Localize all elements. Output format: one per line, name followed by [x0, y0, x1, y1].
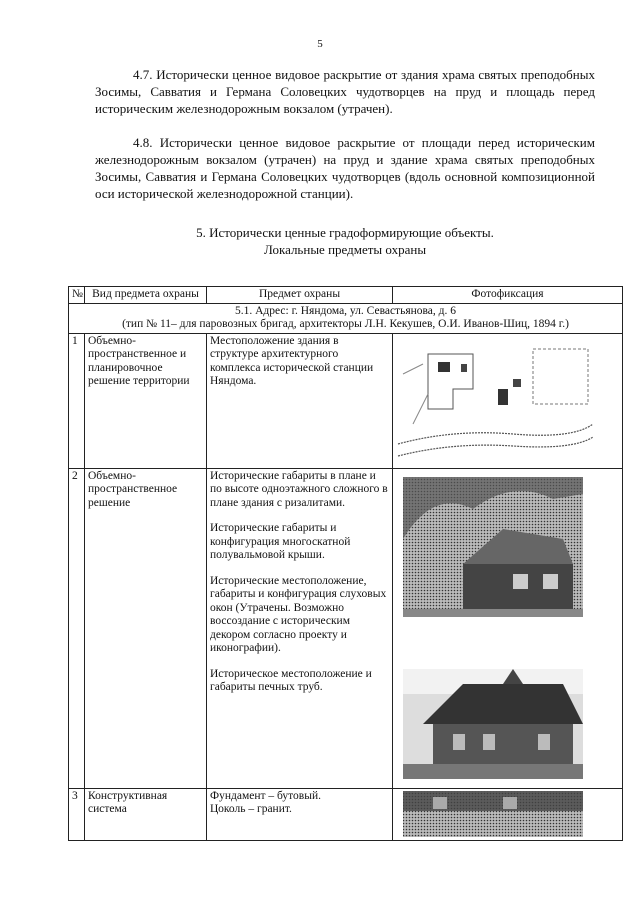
row-type: Объемно-пространственное и планировочное решение территории	[85, 333, 207, 468]
protection-table	[68, 286, 623, 841]
photo-cell	[393, 333, 623, 468]
section-heading-line1: 5. Исторически ценные градоформирующие объекты.	[196, 225, 494, 240]
address-line1: 5.1. Адрес: г. Няндома, ул. Севастьянова, д. 6	[234, 304, 457, 317]
address-line2: (тип № 11– для паровозных бригад, архитекторы Л.Н. Кекушев, О.И. Иванов-Шиц, 1894 г.)	[122, 318, 569, 330]
row-subject	[207, 333, 393, 468]
address-cell	[69, 303, 623, 333]
subject-text: Местоположение здания в структуре архитектурного комплекса исторической станции Няндома.	[210, 334, 374, 387]
row-num: 2	[69, 468, 85, 788]
address-row	[69, 303, 623, 333]
row-num: 3	[69, 788, 85, 840]
photo-cell	[393, 788, 623, 840]
row-num: 1	[69, 333, 85, 468]
header-subject: Предмет охраны	[207, 287, 393, 304]
foundation-photo	[393, 789, 593, 839]
subject-text: Исторические габариты и конфигурация многоскатной полувальмовой крыши.	[210, 522, 351, 561]
paragraph-4-7: 4.7. Исторически ценное видовое раскрытие от здания храма святых преподобных Зосимы, Савватия и Германа Соловецких чудотворцев на пруд и площадь перед историческим железнодорожным вокзалом (утрачен).	[95, 67, 595, 116]
header-num: №	[69, 287, 85, 304]
header-photo: Фотофиксация	[393, 287, 623, 304]
subject-text: Историческое местоположение и габариты печных труб.	[210, 667, 372, 693]
row-type: Объемно-пространственное решение	[85, 468, 207, 788]
row-subject	[207, 788, 393, 840]
subject-text: Цоколь – гранит.	[210, 803, 292, 815]
page-number: 5	[317, 38, 323, 50]
row-subject	[207, 468, 393, 788]
site-plan-image	[393, 334, 593, 464]
building-photos	[393, 469, 593, 787]
header-type: Вид предмета охраны	[85, 287, 207, 304]
table-row	[69, 788, 623, 840]
table-header-row	[69, 287, 623, 304]
subject-text: Исторические местоположение, габариты и конфигурация слуховых окон (Утрачены. Возможно воссоздание с историческим декором согласно проекту и иконографии).	[210, 574, 387, 654]
subject-text: Фундамент – бутовый.	[210, 789, 321, 802]
paragraph-4-8: 4.8. Исторически ценное видовое раскрытие от площади перед историческим железнодорожным вокзалом (утрачен) на пруд и здание храма святых преподобных Зосимы, Савватия и Германа Соловецких чудотворцев (вдоль основной композиционной оси исторической железнодорожной станции).	[95, 135, 595, 201]
table-row	[69, 468, 623, 788]
photo-1	[403, 477, 583, 617]
row-type: Конструктивная система	[85, 788, 207, 840]
photo-2	[403, 669, 583, 779]
section-heading	[95, 224, 595, 258]
photo-cell	[393, 468, 623, 788]
section-heading-line2: Локальные предметы охраны	[263, 242, 427, 257]
table-row	[69, 333, 623, 468]
subject-text: Исторические габариты в плане и по высоте одноэтажного сложного в плане здания с ризалитами.	[210, 469, 388, 509]
